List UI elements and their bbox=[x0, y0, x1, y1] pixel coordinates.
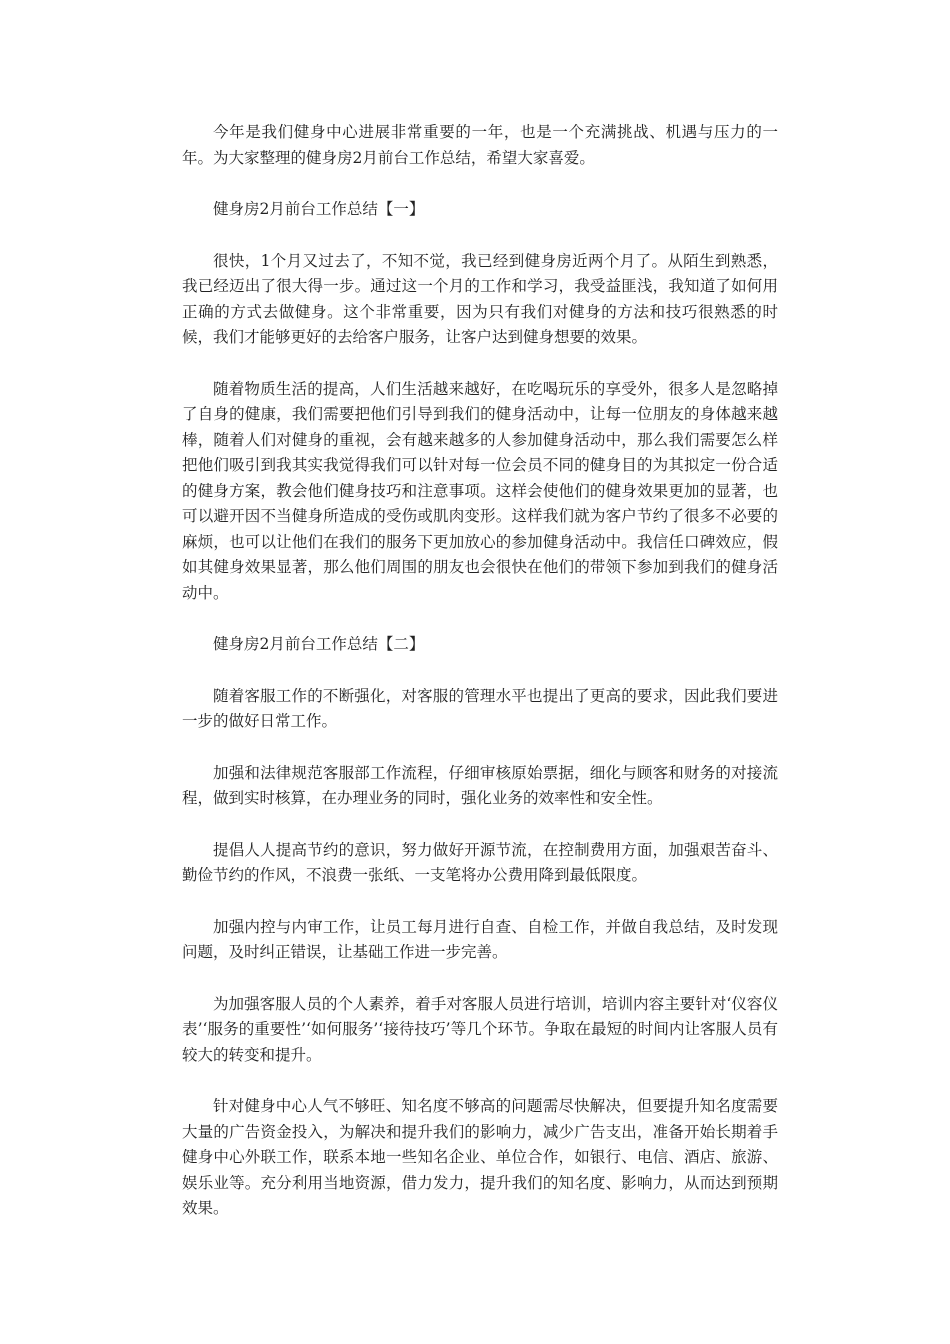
section-2-paragraph-3: 提倡人人提高节约的意识，努力做好开源节流，在控制费用方面，加强艰苦奋斗、勤俭节约的作风，不浪费一张纸、一支笔将办公费用降到最低限度。 bbox=[182, 840, 778, 884]
section-1-paragraph-1: 很快，1个月又过去了，不知不觉，我已经到健身房近两个月了。从陌生到熟悉，我已经迈出了很大得一步。通过这一个月的工作和学习，我受益匪浅，我知道了如何用正确的方式去做健身。这个非常重要，因为只有我们对健身的方法和技巧很熟悉的时候，我们才能够更好的去给客户服务，让客户达到健身想要的效果。 bbox=[182, 251, 778, 346]
section-2-paragraph-4: 加强内控与内审工作，让员工每月进行自查、自检工作，并做自我总结，及时发现问题，及时纠正错误，让基础工作进一步完善。 bbox=[182, 917, 778, 961]
section-2-paragraph-6: 针对健身中心人气不够旺、知名度不够高的问题需尽快解决，但要提升知名度需要大量的广告资金投入，为解决和提升我们的影响力，减少广告支出，准备开始长期着手健身中心外联工作，联系本地一些知名企业、单位合作，如银行、电信、酒店、旅游、娱乐业等。充分利用当地资源，借力发力，提升我们的知名度、影响力，从而达到预期效果。 bbox=[182, 1097, 778, 1217]
intro-paragraph: 今年是我们健身中心进展非常重要的一年，也是一个充满挑战、机遇与压力的一年。为大家整理的健身房2月前台工作总结，希望大家喜爱。 bbox=[182, 123, 778, 167]
section-2-heading: 健身房2月前台工作总结【二】 bbox=[213, 635, 425, 653]
section-2-paragraph-2: 加强和法律规范客服部工作流程，仔细审核原始票据，细化与顾客和财务的对接流程，做到实时核算，在办理业务的同时，强化业务的效率性和安全性。 bbox=[182, 763, 778, 807]
section-2-paragraph-1: 随着客服工作的不断强化，对客服的管理水平也提出了更高的要求，因此我们要进一步的做好日常工作。 bbox=[182, 686, 778, 730]
section-2-paragraph-5: 为加强客服人员的个人素养，着手对客服人员进行培训，培训内容主要针对‘仪容仪表’‘服务的重要性’‘如何服务’‘接待技巧’等几个环节。争取在最短的时间内让客服人员有较大的转变和提升。 bbox=[182, 994, 778, 1064]
section-1-heading: 健身房2月前台工作总结【一】 bbox=[213, 200, 425, 218]
section-1-paragraph-2: 随着物质生活的提高，人们生活越来越好，在吃喝玩乐的享受外，很多人是忽略掉了自身的健康，我们需要把他们引导到我们的健身活动中，让每一位朋友的身体越来越棒，随着人们对健身的重视，会有越来越多的人参加健身活动中，那么我们需要怎么样把他们吸引到我其实我觉得我们可以针对每一位会员不同的健身目的为其拟定一份合适的健身方案，教会他们健身技巧和注意事项。这样会使他们的健身效果更加的显著，也可以避开因不当健身所造成的受伤或肌肉变形。这样我们就为客户节约了很多不必要的麻烦，也可以让他们在我们的服务下更加放心的参加健身活动中。我信任口碑效应，假如其健身效果显著，那么他们周围的朋友也会很快在他们的带领下参加到我们的健身活动中。 bbox=[182, 379, 778, 602]
document-page bbox=[182, 120, 778, 1248]
